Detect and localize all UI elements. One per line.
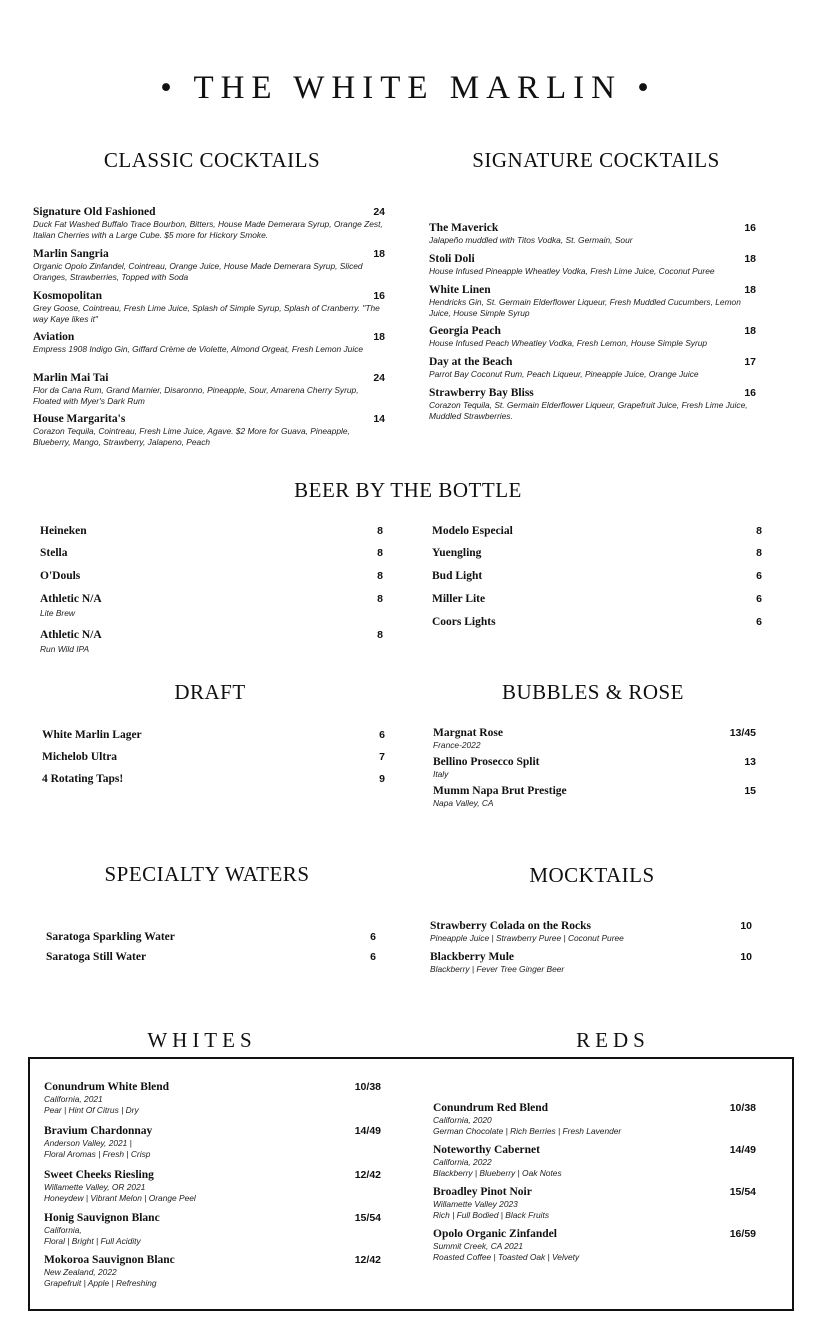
beer-item: [40, 570, 383, 583]
item-description: France-2022: [433, 740, 481, 750]
item-price: 18: [744, 325, 756, 337]
wine-item: [433, 1186, 756, 1220]
draft-item: [42, 729, 385, 742]
item-name: Georgia Peach: [429, 325, 501, 337]
wine-item: [433, 1228, 756, 1262]
whites-heading: WHITES: [147, 1028, 257, 1052]
item-name: Bellino Prosecco Split: [433, 756, 540, 768]
bubbles-item: [433, 785, 756, 809]
item-description: Willamette Valley, OR 2021 Honeydew | Vibrant Melon | Orange Peel: [44, 1182, 196, 1203]
menu-title: • THE WHITE MARLIN •: [160, 70, 656, 106]
item-name: The Maverick: [429, 222, 499, 234]
item-description: Napa Valley, CA: [433, 798, 494, 808]
menu-item: [429, 284, 756, 318]
wine-item: [44, 1081, 381, 1115]
beer-item: [40, 593, 383, 619]
item-price: 9: [379, 773, 385, 785]
item-price: 8: [756, 525, 762, 537]
beer-item: [40, 525, 383, 538]
item-price: 16/59: [729, 1228, 756, 1240]
item-description: Pineapple Juice | Strawberry Puree | Coconut Puree: [430, 933, 624, 943]
item-price: 15: [744, 785, 756, 797]
item-price: 10: [740, 951, 752, 963]
item-price: 13/45: [729, 727, 756, 739]
item-name: Bravium Chardonnay: [44, 1125, 153, 1137]
item-name: Conundrum White Blend: [44, 1081, 170, 1093]
mocktails-heading: MOCKTAILS: [529, 863, 655, 887]
item-description: Willamette Valley 2023 Rich | Full Bodied | Black Fruits: [433, 1199, 550, 1220]
item-description: Jalapeño muddled with Titos Vodka, St. Germain, Sour: [429, 235, 633, 245]
item-price: 14/49: [729, 1144, 756, 1156]
item-name: White Linen: [429, 284, 491, 296]
item-price: 8: [377, 570, 383, 582]
item-name: Conundrum Red Blend: [433, 1102, 549, 1114]
item-description: House Infused Pineapple Wheatley Vodka, Fresh Lime Juice, Coconut Puree: [429, 266, 715, 276]
item-price: 7: [379, 751, 385, 763]
item-name: Heineken: [40, 525, 87, 537]
wine-item: [44, 1169, 381, 1203]
beer-item: [432, 547, 762, 560]
item-name: Mumm Napa Brut Prestige: [433, 785, 567, 797]
item-price: 12/42: [354, 1169, 381, 1181]
item-price: 10: [740, 920, 752, 932]
item-price: 24: [373, 206, 385, 218]
item-description: Anderson Valley, 2021 | Floral Aromas | Fresh | Crisp: [44, 1138, 151, 1159]
item-name: Strawberry Bay Bliss: [429, 387, 534, 399]
item-name: Aviation: [33, 331, 75, 343]
specialty-waters-heading: SPECIALTY WATERS: [104, 862, 310, 886]
item-description: Organic Opolo Zinfandel, Cointreau, Orange Juice, House Made Demerara Syrup, Sliced Oranges, Strawberries, Topped with Soda: [33, 261, 363, 282]
item-name: Marlin Mai Tai: [33, 372, 109, 384]
beer-item: [432, 593, 762, 606]
item-name: Strawberry Colada on the Rocks: [430, 920, 591, 932]
item-price: 12/42: [354, 1254, 381, 1266]
beer-item: [432, 570, 762, 583]
item-name: Stella: [40, 547, 68, 559]
item-price: 6: [756, 570, 762, 582]
item-name: Broadley Pinot Noir: [433, 1186, 532, 1198]
item-description: Parrot Bay Coconut Rum, Peach Liqueur, Pineapple Juice, Orange Juice: [429, 369, 699, 379]
menu-item: [429, 387, 756, 421]
item-name: Kosmopolitan: [33, 290, 103, 302]
classic-cocktails-heading: CLASSIC COCKTAILS: [103, 148, 321, 172]
item-price: 13: [744, 756, 756, 768]
item-name: Bud Light: [432, 570, 483, 582]
item-price: 16: [744, 387, 756, 399]
beer-item: [40, 629, 383, 655]
bubbles-item: [433, 727, 756, 751]
item-description: Flor da Cana Rum, Grand Marnier, Disaronno, Pineapple, Sour, Amarena Cherry Syrup, Floated with Myer's Dark Rum: [33, 385, 359, 406]
item-price: 6: [379, 729, 385, 741]
item-name: Modelo Especial: [432, 525, 513, 537]
item-name: Blackberry Mule: [430, 951, 514, 963]
menu-item: [33, 331, 385, 355]
item-name: Opolo Organic Zinfandel: [433, 1228, 557, 1240]
item-description: House Infused Peach Wheatley Vodka, Fresh Lemon, House Simple Syrup: [429, 338, 708, 348]
mocktail-item: [430, 951, 752, 975]
wine-item: [433, 1144, 756, 1178]
item-name: Athletic N/A: [40, 629, 102, 641]
beer-item: [40, 547, 383, 560]
item-name: Signature Old Fashioned: [33, 206, 156, 218]
item-name: Mokoroa Sauvignon Blanc: [44, 1254, 175, 1266]
item-description: Hendricks Gin, St. Germain Elderflower Liqueur, Fresh Muddled Cucumbers, Lemon Juice, House Simple Syrup: [429, 297, 741, 318]
item-price: 18: [744, 284, 756, 296]
item-price: 6: [370, 951, 376, 963]
item-name: Marlin Sangria: [33, 248, 109, 260]
item-price: 8: [756, 547, 762, 559]
draft-heading: DRAFT: [174, 680, 246, 704]
draft-item: [42, 773, 385, 786]
item-description: Corazon Tequila, St. Germain Elderflower Liqueur, Grapefruit Juice, Fresh Lime Juice, Muddled Strawberries.: [429, 400, 748, 421]
beer-heading: BEER BY THE BOTTLE: [294, 478, 522, 502]
menu-item: [429, 222, 756, 246]
wine-item: [433, 1102, 756, 1136]
item-price: 14/49: [354, 1125, 381, 1137]
item-description: Run Wild IPA: [40, 644, 90, 654]
menu-item: [33, 248, 385, 282]
item-price: 6: [756, 616, 762, 628]
item-description: Lite Brew: [40, 608, 75, 618]
water-item: [46, 951, 376, 964]
item-description: California, Floral | Bright | Full Acidity: [44, 1225, 141, 1246]
signature-cocktails-heading: SIGNATURE COCKTAILS: [472, 148, 720, 172]
item-description: Duck Fat Washed Buffalo Trace Bourbon, Bitters, House Made Demerara Syrup, Orange Zest, Italian Cherries with a Large Cube. $5 more for Hickory Smoke.: [33, 219, 383, 240]
item-price: 15/54: [354, 1212, 381, 1224]
bubbles-rose-heading: BUBBLES & ROSE: [501, 680, 685, 704]
item-description: California, 2020 German Chocolate | Rich Berries | Fresh Lavender: [433, 1115, 622, 1136]
item-price: 8: [377, 525, 383, 537]
item-description: California, 2022 Blackberry | Blueberry | Oak Notes: [433, 1157, 562, 1178]
item-name: Margnat Rose: [433, 727, 503, 739]
item-price: 8: [377, 629, 383, 641]
item-name: Honig Sauvignon Blanc: [44, 1212, 160, 1224]
menu-item: [33, 372, 385, 406]
item-name: Noteworthy Cabernet: [433, 1144, 540, 1156]
item-price: 6: [756, 593, 762, 605]
item-name: Yuengling: [432, 547, 482, 559]
item-name: Coors Lights: [432, 616, 496, 628]
item-price: 16: [744, 222, 756, 234]
item-price: 6: [370, 931, 376, 943]
item-price: 16: [373, 290, 385, 302]
item-name: Miller Lite: [432, 593, 486, 605]
item-name: 4 Rotating Taps!: [42, 773, 124, 785]
item-description: Summit Creek, CA 2021 Roasted Coffee | Toasted Oak | Velvety: [433, 1241, 580, 1262]
item-price: 24: [373, 372, 385, 384]
item-name: Saratoga Sparkling Water: [46, 931, 175, 943]
item-name: Day at the Beach: [429, 356, 513, 368]
item-price: 8: [377, 593, 383, 605]
item-price: 17: [744, 356, 756, 368]
wine-item: [44, 1254, 381, 1288]
item-name: Sweet Cheeks Riesling: [44, 1169, 154, 1181]
wine-item: [44, 1212, 381, 1246]
item-description: Grey Goose, Cointreau, Fresh Lime Juice, Splash of Simple Syrup, Splash of Cranberry. "The way Kaye likes it": [33, 303, 380, 324]
item-price: 18: [373, 248, 385, 260]
menu-item: [429, 253, 756, 277]
menu-item: [33, 206, 385, 240]
bubbles-item: [433, 756, 756, 780]
beer-item: [432, 616, 762, 629]
item-description: Corazon Tequila, Cointreau, Fresh Lime Juice, Agave. $2 More for Guava, Pineapple, Blueberry, Mango, Strawberry, Jalapeno, Peach: [33, 426, 350, 447]
mocktail-item: [430, 920, 752, 944]
menu-item: [33, 290, 385, 324]
item-name: White Marlin Lager: [42, 729, 142, 741]
menu-item: [33, 413, 385, 447]
item-name: Michelob Ultra: [42, 751, 118, 763]
water-item: [46, 931, 376, 944]
item-name: Saratoga Still Water: [46, 951, 147, 963]
item-price: 8: [377, 547, 383, 559]
item-description: Italy: [433, 769, 449, 779]
item-name: House Margarita's: [33, 413, 126, 425]
menu-item: [429, 356, 756, 380]
wine-item: [44, 1125, 381, 1159]
item-description: California, 2021 Pear | Hint Of Citrus | Dry: [44, 1094, 139, 1115]
item-description: New Zealand, 2022 Grapefruit | Apple | Refreshing: [44, 1267, 157, 1288]
item-name: Stoli Doli: [429, 253, 475, 265]
item-price: 18: [373, 331, 385, 343]
item-name: O'Douls: [40, 570, 81, 582]
draft-item: [42, 751, 385, 764]
item-price: 10/38: [354, 1081, 381, 1093]
item-description: Empress 1908 Indigo Gin, Giffard Crème de Violette, Almond Orgeat, Fresh Lemon Juice: [33, 344, 364, 354]
item-price: 18: [744, 253, 756, 265]
item-price: 15/54: [729, 1186, 756, 1198]
reds-heading: REDS: [576, 1028, 650, 1052]
item-price: 10/38: [729, 1102, 756, 1114]
beer-item: [432, 525, 762, 538]
item-description: Blackberry | Fever Tree Ginger Beer: [430, 964, 565, 974]
item-price: 14: [373, 413, 385, 425]
item-name: Athletic N/A: [40, 593, 102, 605]
menu-item: [429, 325, 756, 349]
